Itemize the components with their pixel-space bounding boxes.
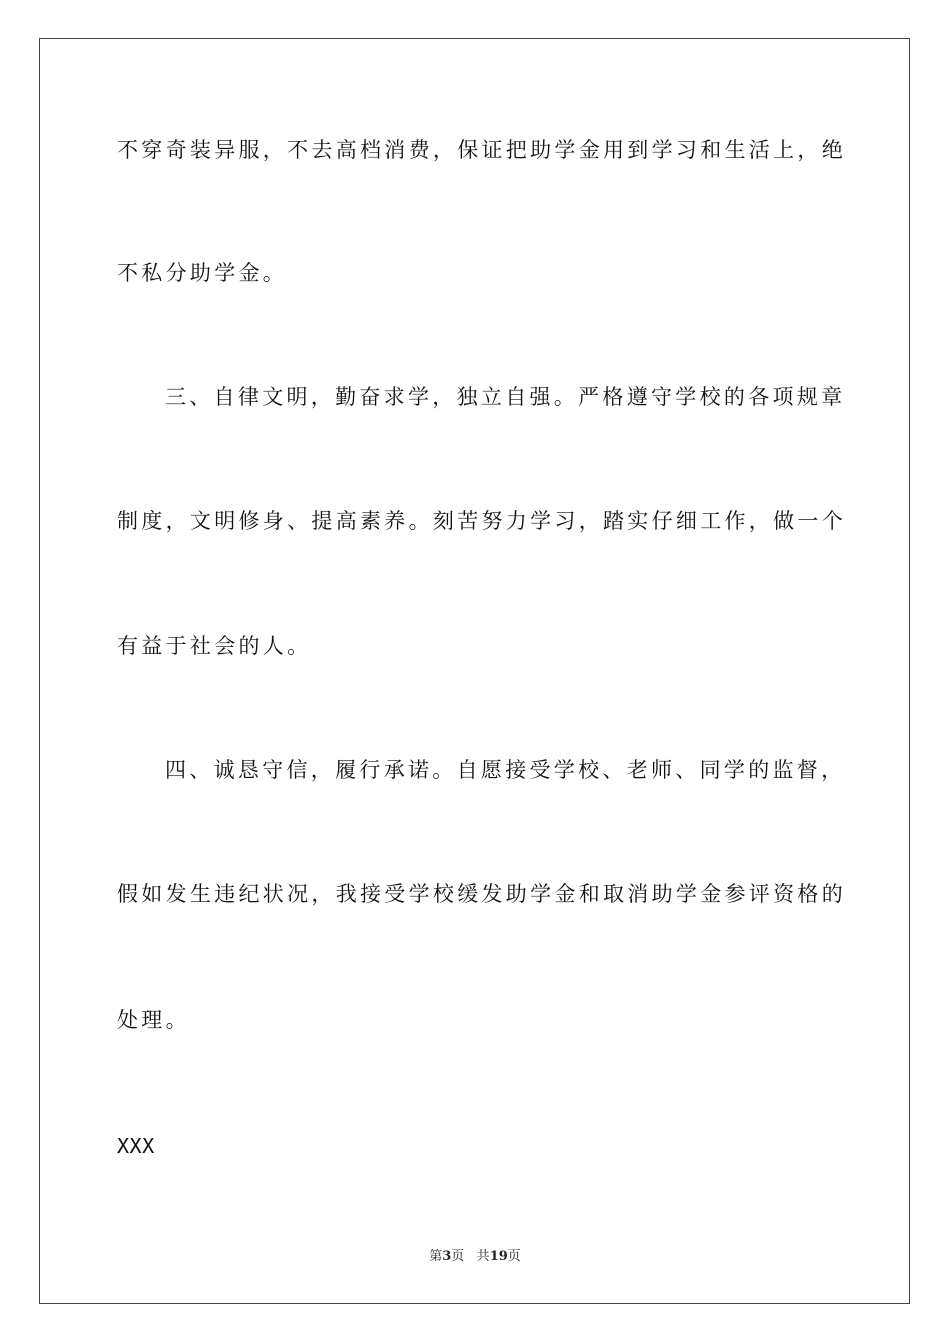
paragraph-line: 四、诚恳守信，履行承诺。自愿接受学校、老师、同学的监督， [165, 758, 846, 782]
paragraph-line: 假如发生违纪状况，我接受学校缓发助学金和取消助学金参评资格的 [117, 882, 846, 906]
page-footer [0, 1248, 950, 1266]
page-number: 3 [442, 1249, 452, 1264]
paragraph-line: 有益于社会的人。 [117, 634, 312, 658]
paragraph-line: 不穿奇装异服，不去高档消费，保证把助学金用到学习和生活上，绝 [117, 138, 846, 162]
paragraph-line: 处理。 [117, 1008, 190, 1032]
paragraph-line: 三、自律文明，勤奋求学，独立自强。严格遵守学校的各项规章 [165, 385, 846, 409]
page-prefix: 第 [429, 1249, 443, 1264]
paragraph-line: 不私分助学金。 [117, 261, 288, 285]
page-suffix: 页 [451, 1249, 465, 1264]
total-prefix: 共 [476, 1249, 490, 1264]
paragraph-line: 制度，文明修身、提高素养。刻苦努力学习，踏实仔细工作，做一个 [117, 509, 846, 533]
signature: XXX [117, 1134, 155, 1158]
total-suffix: 页 [507, 1249, 521, 1264]
page-border [39, 38, 910, 1304]
total-pages: 19 [489, 1249, 508, 1264]
